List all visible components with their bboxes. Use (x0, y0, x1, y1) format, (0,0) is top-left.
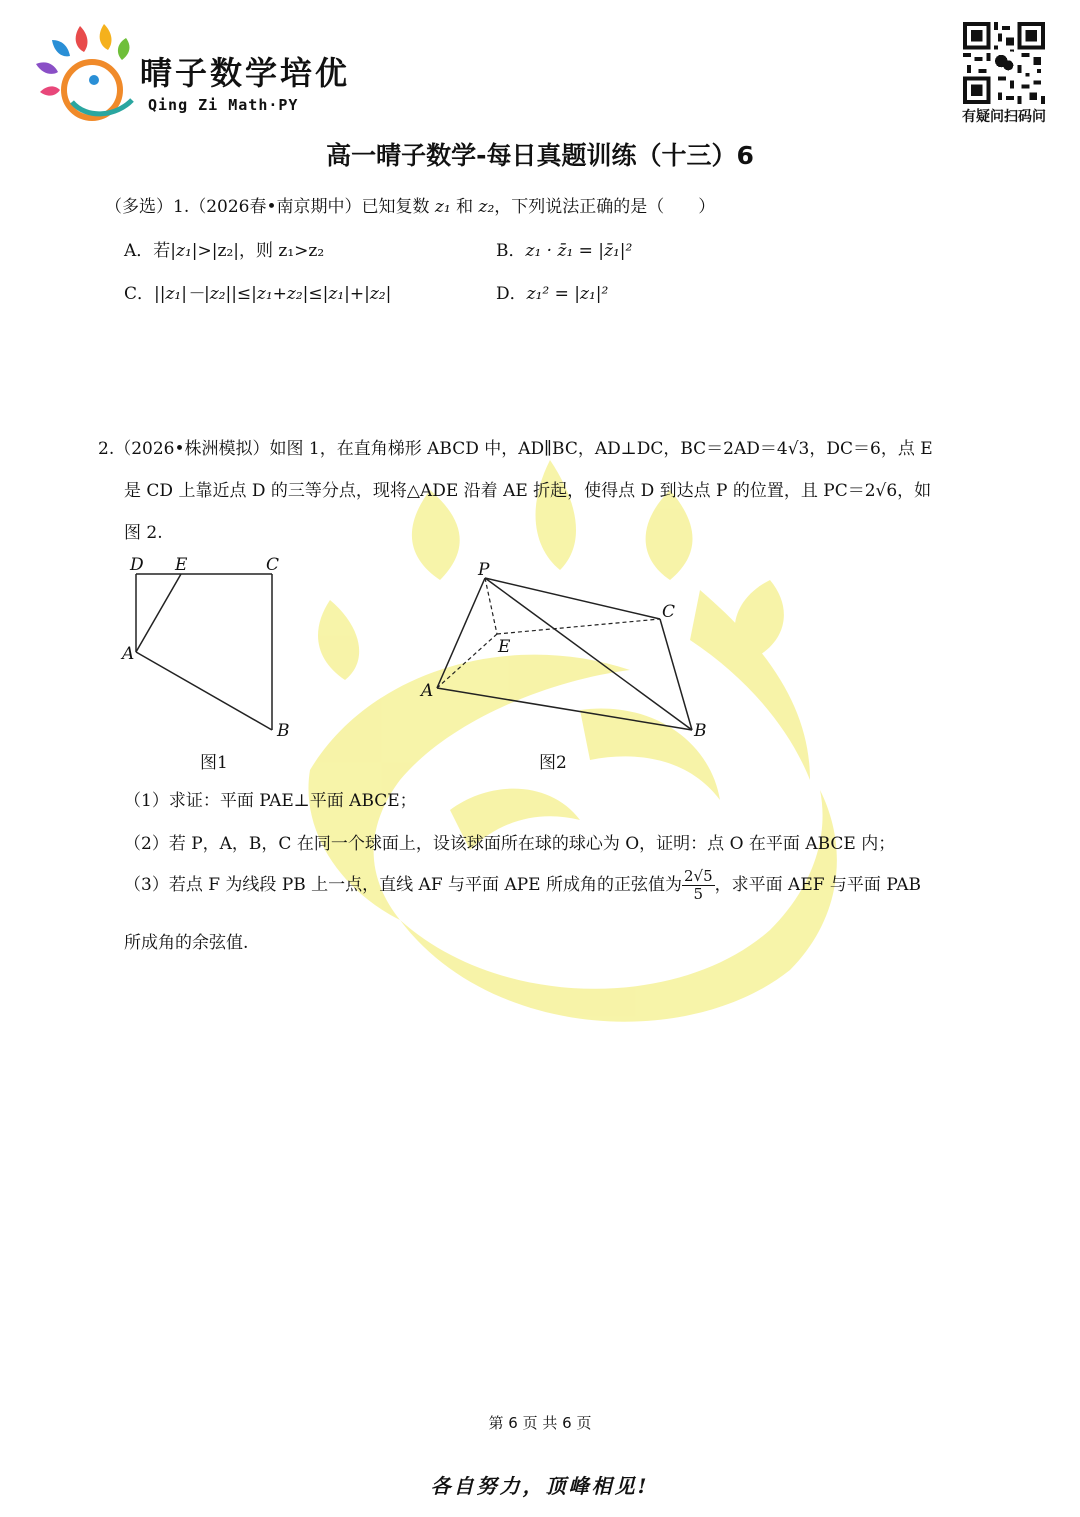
q2-part-3: （3）若点 F 为线段 PB 上一点，直线 AF 与平面 APE 所成角的正弦值为 $\frac{2√5}{5}$ ，求平面 AEF 与平面 PAB (124, 867, 921, 903)
figure-1 (118, 552, 308, 742)
footer-slogan: 各自努力，顶峰相见! (430, 1474, 650, 1498)
q1-option-d: D．z₁² = |z₁|² (496, 284, 609, 304)
q2-line-1: 2.（2026•株洲模拟）如图 1，在直角梯形 ABCD 中，AD∥BC，AD⊥DC，BC＝2AD＝4√3，DC＝6，点 E (98, 439, 933, 459)
fig2-label-e: E (498, 637, 511, 657)
q2-part-1: （1）求证：平面 PAE⊥平面 ABCE； (124, 791, 417, 811)
brand-name-en: Qing Zi Math·PY (148, 96, 299, 114)
fig2-label-b: B (694, 721, 707, 741)
q1-z2: z₂ (478, 197, 495, 217)
fig1-label-c: C (266, 555, 280, 575)
fig1-label-d: D (130, 555, 144, 575)
q1-stem: （多选）1.（2026春•南京期中）已知复数 z₁ 和 z₂，下列说法正确的是（ ） (105, 197, 716, 217)
q2-part-3-cont: 所成角的余弦值. (124, 933, 249, 953)
qr-code-icon (963, 22, 1045, 104)
q1-option-b: B．z₁ · z̄₁ = |z̄₁|² (496, 241, 633, 261)
figure-2-caption: 图2 (539, 753, 567, 773)
q2-line-3: 图 2. (124, 523, 163, 543)
page-title: 高一晴子数学-每日真题训练（十三）6 (326, 141, 754, 170)
fraction-2sqrt5-over-5: $\frac{2√5}{5}$ (683, 867, 713, 903)
brand-name-cn: 晴子数学培优 (140, 54, 351, 92)
q1-option-a: A．若|z₁|>|z₂|，则 z₁>z₂ (124, 241, 325, 261)
figure-1-caption: 图1 (200, 753, 228, 773)
fig1-label-e: E (175, 555, 188, 575)
page-number: 第 6 页 共 6 页 (488, 1414, 592, 1432)
fig1-label-b: B (277, 721, 290, 741)
brand-logo-icon (32, 20, 142, 125)
q1-z1: z₁ (434, 197, 451, 217)
q2-part-2: （2）若 P，A，B，C 在同一个球面上，设该球面所在球的球心为 O，证明：点 O 在平面 ABCE 内； (124, 834, 896, 854)
figure-2 (415, 556, 715, 746)
fig2-label-c: C (662, 602, 676, 622)
fig2-label-a: A (421, 681, 434, 701)
qr-caption: 有疑问扫码问 (962, 109, 1046, 125)
q2-line-2: 是 CD 上靠近点 D 的三等分点，现将△ADE 沿着 AE 折起，使得点 D 到达点 P 的位置，且 PC＝2√6，如 (124, 481, 932, 501)
q1-option-c: C．||z₁|－|z₂||≤|z₁+z₂|≤|z₁|+|z₂| (124, 284, 392, 304)
fig2-label-p: P (478, 560, 490, 580)
fig1-label-a: A (122, 644, 135, 664)
